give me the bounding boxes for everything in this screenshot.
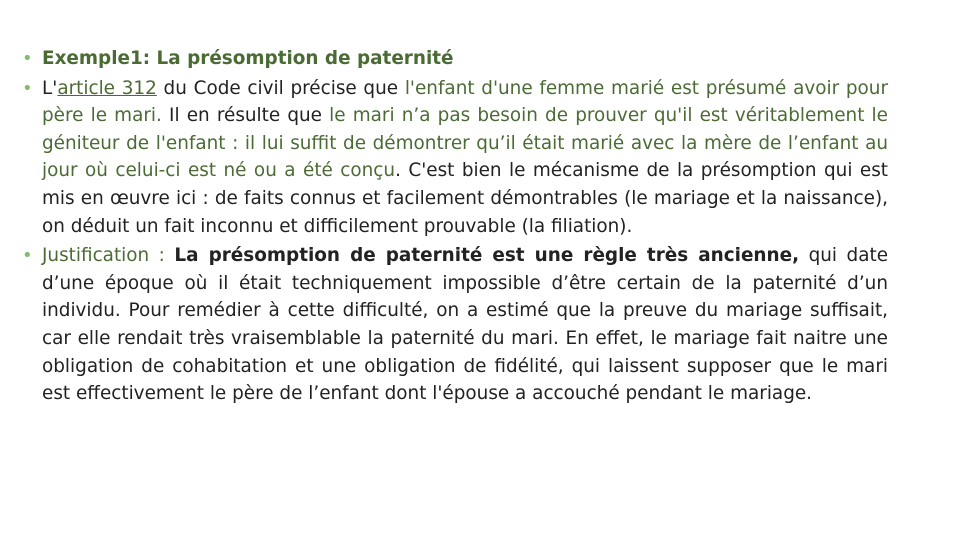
article-text-2: Il en résulte que	[161, 105, 330, 127]
bullet-dot-icon: •	[22, 48, 33, 69]
bullet-justification	[22, 242, 888, 408]
article-highlight-2: le mari n’a pas besoin de prouver qu'il est véritablement le géniteur de l'enfant : il lui suffit de démontrer qu’il était marié avec la mère de l’enfant au jour où celui-ci est né ou a été conçu	[42, 105, 888, 182]
bullet-list	[22, 45, 888, 408]
justification-bold: La présomption de paternité est une règle très ancienne,	[174, 245, 800, 267]
example-heading: Exemple1: La présomption de paternité	[42, 48, 454, 69]
bullet-dot-icon: •	[22, 77, 33, 99]
bullet-dot-icon: •	[22, 245, 33, 267]
justification-text: qui date d’une époque où il était techniquement impossible d’être certain de la paternité d’un individu. Pour remédier à cette difficulté, on a estimé que la preuve du mariage suffisait, car elle rendait très vraisemblable la paternité du mari. En effet, le mariage fait naitre une obligation de cohabitation et une obligation de fidélité, qui laissent supposer que le mari est effectivement le père de l’enfant dont l'épouse a accouché pendant le mariage.	[42, 245, 889, 405]
article-text-3: . C'est bien le mécanisme de la présomption qui est mis en œuvre ici : de faits connus et facilement démontrables (le mariage et la naissance), on déduit un fait inconnu et difficilement prouvable (la filiation).	[42, 160, 888, 237]
article-text-1: du Code civil précise que	[156, 77, 405, 99]
justification-label: Justification :	[42, 245, 165, 267]
bullet-example-heading	[22, 45, 888, 73]
bullet-article	[22, 75, 888, 241]
article-highlight-1: l'enfant d'une femme marié est présumé avoir pour père le mari.	[42, 77, 889, 127]
article-text-prefix: L'	[42, 77, 58, 99]
article-312-link[interactable]: article 312	[57, 77, 157, 99]
slide-body	[22, 45, 888, 410]
